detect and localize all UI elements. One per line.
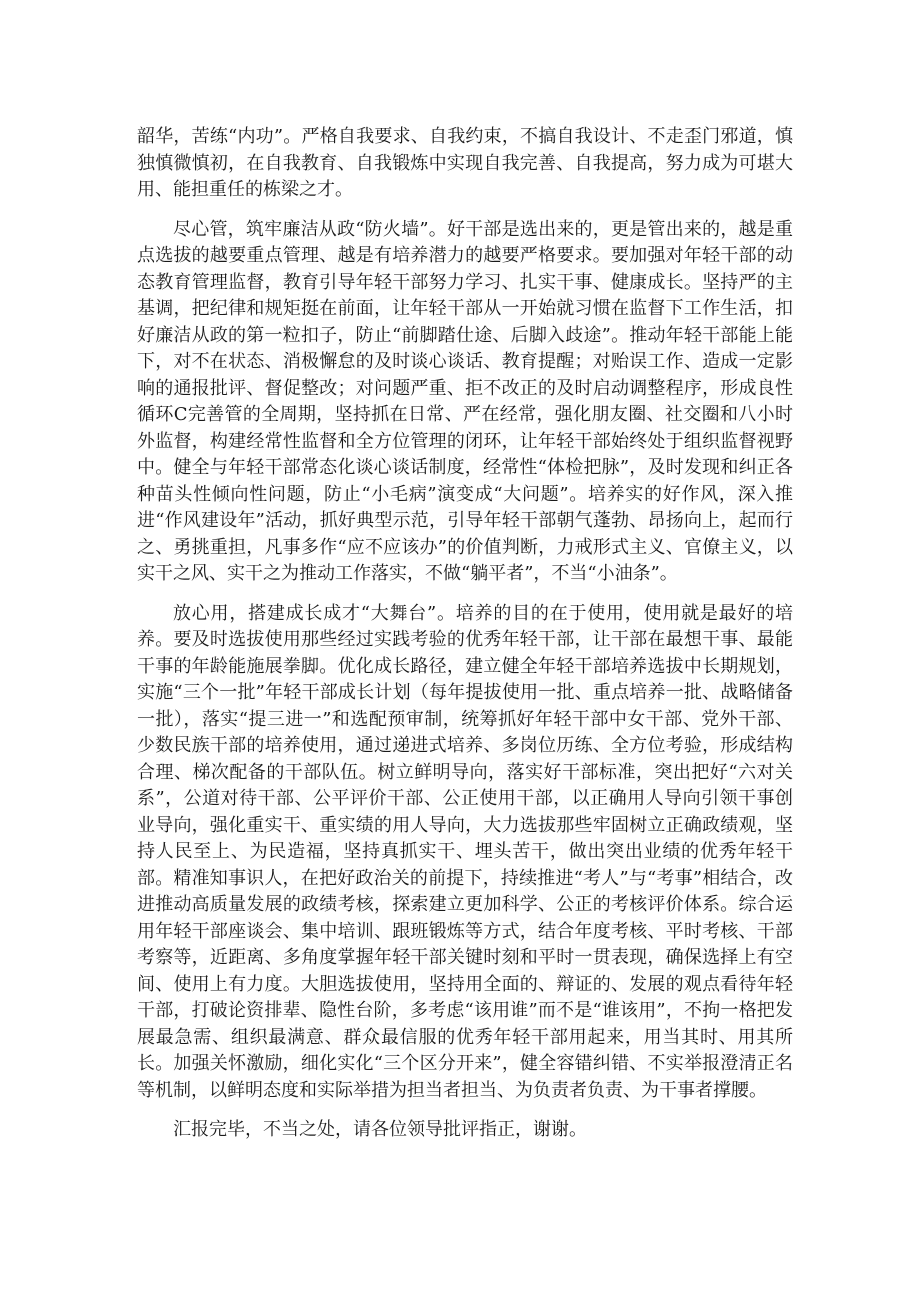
paragraph-supervision: 尽心管，筑牢廉洁从政“防火墙”。好干部是选出来的，更是管出来的，越是重点选拔的越要重点管理、越是有培养潜力的越要严格要求。要加强对年轻干部的动态教育管理监督，教育引导年轻干部努力学习、扎实干事、健康成长。坚持严的主基调，把纪律和规矩挺在前面，让年轻干部从一开始就习惯在监督下工作生活，扣好廉洁从政的第一粒扣子，防止“前脚踏仕途、后脚入歧途”。推动年轻干部能上能下，对不在状态、消极懈怠的及时谈心谈话、教育提醒；对贻误工作、造成一定影响的通报批评、督促整改；对问题严重、拒不改正的及时启动调整程序，形成良性循环C完善管的全周期，坚持抓在日常、严在经常，强化朋友圈、社交圈和八小时外监督，构建经常性监督和全方位管理的闭环，让年轻干部始终处于组织监督视野中。健全与年轻干部常态化谈心谈话制度，经常性“体检把脉”，及时发现和纠正各种苗头性倾向性问题，防止“小毛病”演变成“大问题”。培养实的好作风，深入推进“作风建设年”活动，抓好典型示范，引导年轻干部朝气蓬勃、昂扬向上，起而行之、勇挑重担，凡事多作“应不应该办”的价值判断，力戒形式主义、官僚主义，以实干之风、实干之为推动工作落实，不做“躺平者”，不当“小油条”。 xyxy=(137,218,793,584)
document-body xyxy=(137,124,793,1157)
paragraph-utilization: 放心用，搭建成长成才“大舞台”。培养的目的在于使用，使用就是最好的培养。要及时选拔使用那些经过实践考验的优秀年轻干部，让干部在最想干事、最能干事的年龄能施展拳脚。优化成长路径，建立健全年轻干部培养选拔中长期规划，实施“三个一批”年轻干部成长计划（每年提拔使用一批、重点培养一批、战略储备一批），落实“提三进一”和选配预审制，统筹抓好年轻干部中女干部、党外干部、少数民族干部的培养使用，通过递进式培养、多岗位历练、全方位考验，形成结构合理、梯次配备的干部队伍。树立鲜明导向，落实好干部标准，突出把好“六对关系”，公道对待干部、公平评价干部、公正使用干部，以正确用人导向引领干事创业导向，强化重实干、重实绩的用人导向，大力选拔那些牢固树立正确政绩观，坚持人民至上、为民造福，坚持真抓实干、埋头苦干，做出突出业绩的优秀年轻干部。精准知事识人，在把好政治关的前提下，持续推进“考人”与“考事”相结合，改进推动高质量发展的政绩考核，探索建立更加科学、公正的考核评价体系。综合运用年轻干部座谈会、集中培训、跟班锻炼等方式，结合年度考核、平时考核、干部考察等，近距离、多角度掌握年轻干部关键时刻和平时一贯表现，确保选择上有空间、使用上有力度。大胆选拔使用，坚持用全面的、辩证的、发展的观点看待年轻干部，打破论资排辈、隐性台阶，多考虑“该用谁”而不是“谁该用”，不拘一格把发展最急需、组织最满意、群众最信服的优秀年轻干部用起来，用当其时、用其所长。加强关怀激励，细化实化“三个区分开来”，健全容错纠错、不实举报澄清正名等机制，以鲜明态度和实际举措为担当者担当、为负责者负责、为干事者撑腰。 xyxy=(137,602,793,1101)
paragraph-closing: 汇报完毕，不当之处，请各位领导批评指正，谢谢。 xyxy=(173,1119,587,1140)
paragraph-continuation: 韶华，苦练“内功”。严格自我要求、自我约束，不搞自我设计、不走歪门邪道，慎独慎微慎初，在自我教育、自我锻炼中实现自我完善、自我提高，努力成为可堪大用、能担重任的栋梁之才。 xyxy=(137,126,793,200)
